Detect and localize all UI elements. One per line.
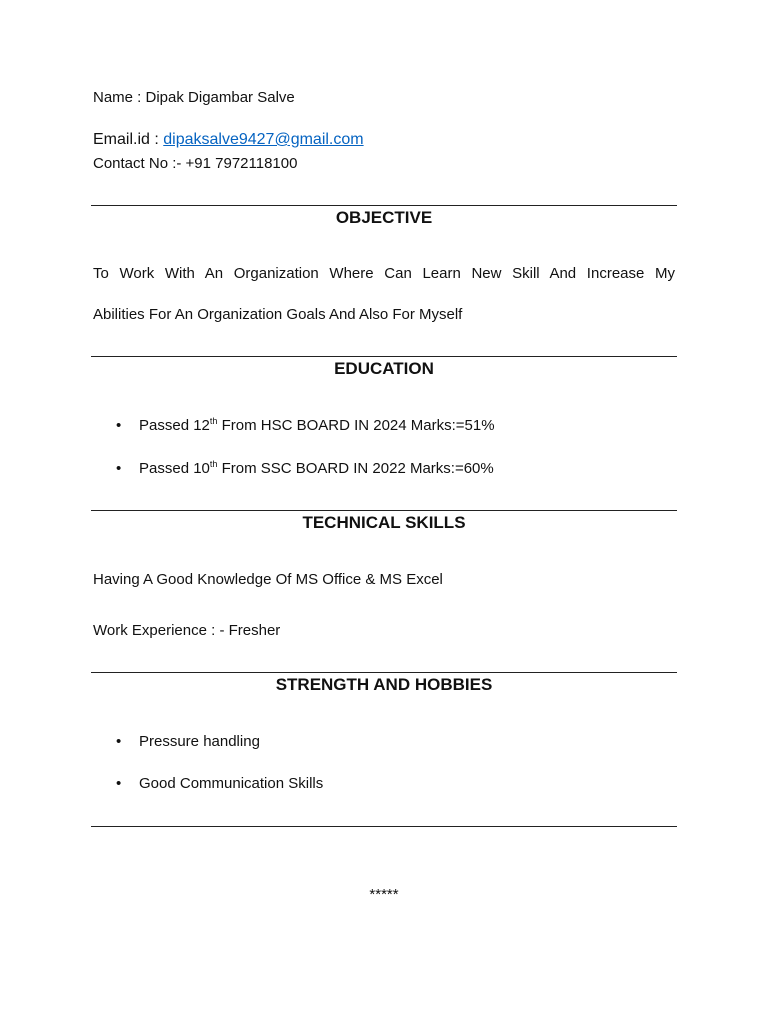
education-item: • Passed 10th From SSC BOARD IN 2022 Marks:=60% bbox=[116, 459, 494, 477]
section-divider bbox=[91, 826, 677, 827]
bullet-icon: • bbox=[116, 775, 122, 792]
bullet-icon: • bbox=[116, 460, 122, 477]
technical-skills-heading: TECHNICAL SKILLS bbox=[302, 513, 466, 532]
email-row bbox=[93, 130, 364, 150]
objective-line-2: Abilities For An Organization Goals And Also For Myself bbox=[93, 306, 463, 323]
work-experience-line: Work Experience : - Fresher bbox=[93, 622, 281, 639]
strength-hobbies-heading: STRENGTH AND HOBBIES bbox=[275, 675, 493, 694]
objective-heading: OBJECTIVE bbox=[335, 208, 433, 227]
name-line: Name : Dipak Digambar Salve bbox=[93, 89, 295, 106]
email-label: Email.id : bbox=[93, 131, 164, 148]
section-divider bbox=[91, 356, 677, 357]
strength-item: • Good Communication Skills bbox=[116, 775, 324, 792]
objective-line-1: To Work With An Organization Where Can Learn New Skill And Increase My bbox=[93, 265, 675, 282]
section-divider bbox=[91, 672, 677, 673]
footer-stars: ***** bbox=[369, 886, 399, 903]
contact-line: Contact No :- +91 7972118100 bbox=[93, 155, 298, 172]
education-item: • Passed 12th From HSC BOARD IN 2024 Marks:=51% bbox=[116, 416, 495, 434]
bullet-icon: • bbox=[116, 417, 122, 434]
education-heading: EDUCATION bbox=[334, 359, 434, 378]
skills-line: Having A Good Knowledge Of MS Office & MS Excel bbox=[93, 571, 443, 588]
section-divider bbox=[91, 205, 677, 206]
email-link[interactable]: dipaksalve9427@gmail.com bbox=[163, 131, 364, 148]
objective-paragraph bbox=[93, 264, 675, 325]
bullet-icon: • bbox=[116, 733, 122, 750]
section-divider bbox=[91, 510, 677, 511]
strength-item: • Pressure handling bbox=[116, 733, 260, 750]
